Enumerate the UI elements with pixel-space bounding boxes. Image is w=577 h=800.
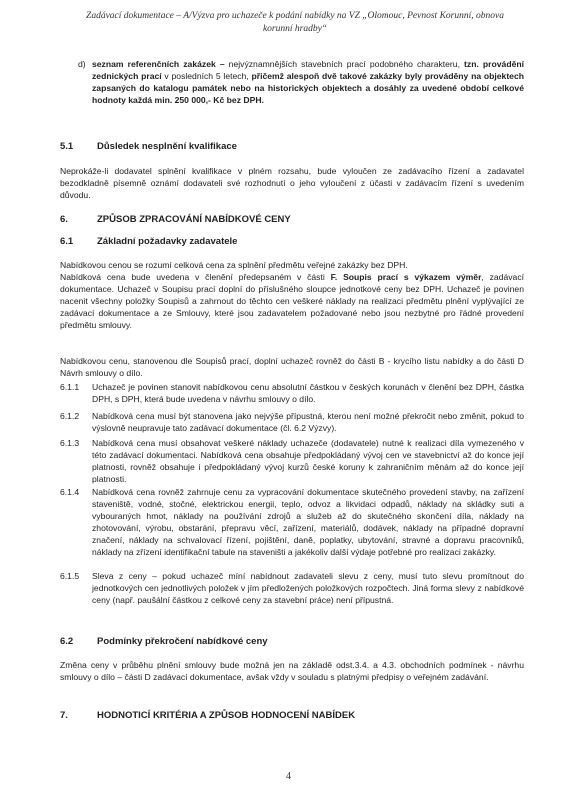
heading-number: 5.1 <box>60 141 74 152</box>
heading-title: HODNOTICÍ KRITÉRIA A ZPŮSOB HODNOCENÍ NABÍDEK <box>97 710 356 721</box>
list-marker: d) <box>78 59 86 69</box>
heading-number: 6.1 <box>60 236 74 247</box>
heading-title: Podmínky překročení nabídkové ceny <box>97 636 268 647</box>
heading-6 <box>60 214 291 226</box>
item-number: 6.1.3 <box>60 438 80 448</box>
item-d-bold-1: seznam referenčních zakázek – <box>92 59 225 69</box>
paragraph-6-1-1: Nabídkovou cenou se rozumí celková cena za splnění předmětu veřejné zakázky bez DPH. <box>60 260 408 270</box>
page-header: Zadávací dokumentace – A/Výzva pro uchazeče k podání nabídky na VZ „Olomouc, Pevnost Korunní, obnova korunní hradby“ <box>86 11 504 34</box>
page-number: 4 <box>286 771 291 782</box>
heading-title: ZPŮSOB ZPRACOVÁNÍ NABÍDKOVÉ CENY <box>97 214 291 225</box>
heading-title: Základní požadavky zadavatele <box>97 236 238 247</box>
item-number: 6.1.2 <box>60 411 80 421</box>
item-d-text-2: v posledních 5 letech, <box>161 71 252 81</box>
p2-text-a: Nabídková cena bude uvedena v členění předepsaném v části <box>60 272 331 282</box>
paragraph-6-1-2 <box>60 271 524 331</box>
paragraph-6-1-3: Nabídkovou cenu, stanovenou dle Soupisů prací, doplní uchazeč rovněž do části B - krycího listu nabídky a do části D Návrh smlouvy o dílo. <box>60 356 524 378</box>
heading-5-1 <box>60 141 237 153</box>
heading-number: 6. <box>60 214 68 225</box>
heading-number: 7. <box>60 710 68 721</box>
item-number: 6.1.5 <box>60 571 80 581</box>
item-text: Nabídková cena musí být stanovena jako nejvýše přípustná, kterou není možné překročit nebo změnit, pokud to výslovně neupravuje tato zadávací dokumentace (čl. 6.2 Výzvy). <box>92 411 524 433</box>
p2-bold: F. Soupis prací s výkazem výměr <box>330 272 482 282</box>
item-text: Sleva z ceny – pokud uchazeč míní nabídnout zadavateli slevu z ceny, musí tuto slevu promítnout do jednotkových cen jednotlivých položek v jím předložených položkových rozpočtech. Jiná forma slevy z nabídkové ceny (např. paušální částkou z celkové ceny za stavební práce) není přípustná. <box>92 571 524 605</box>
p2-text-c: , zadávací dokumentace. Uchazeč v Soupisu prací doplní do příslušného sloupce jednotkové ceny bez DPH. Uchazeč je povinen nacenit všechny položky Soupisů a zahrnout do těchto cen veškeré náklady na realizaci předmětu plnění vyplývající ze zadávací dokumentace a ze Smlouvy, které jsou zadavatelem požadované nebo jsou nezbytné pro řádné provedení předmětu smlouvy. <box>60 272 525 330</box>
heading-6-1 <box>60 236 237 248</box>
item-text: Nabídková cena musí obsahovat veškeré náklady uchazeče (dodavatele) nutné k realizaci díla vymezeného v této zadávací dokumentaci. Nabídková cena obsahuje předpokládaný vývoj cen ve stavebnictví až do konce její platnosti, rovněž obsahuje i předpokládaný vývoj kurzů české koruny k zahraničním měnám až do konce její platnosti. <box>92 438 524 484</box>
item-text: Nabídková cena rovněž zahrnuje cenu za vypracování dokumentace skutečného provedení stavby, na zařízení staveniště, vodné, stočné, elektrickou energii, teplo, odvoz a likvidaci odpadů, náklady na skládky suti a vybouraných hmot, náklady na používání zdrojů a služeb až do skutečného skončení díla, náklady na zhotovování, výrobu, obstarání, přepravu věcí, zařízení, materiálů, dodávek, náklady na případné dopravní značení, náklady na schvalovací řízení, pojištění, daně, poplatky, ubytování, stravné a dopravu pracovníků, náklady na zřízení identifikační tabule na staveništi a jakékoliv další výdaje potřebné pro realizaci zakázky. <box>92 487 524 557</box>
heading-6-2 <box>60 636 268 648</box>
item-d-text-1: nejvýznamnějších stavebních prací podobného charakteru, <box>224 59 465 69</box>
paragraph-6-2: Změna ceny v průběhu plnění smlouvy bude možná jen na základě odst.3.4. a 4.3. obchodních podmínek - návrhu smlouvy o dílo – části D zadávací dokumentace, avšak vždy v souladu s platnými předpisy o veřejném zadávání. <box>60 660 524 682</box>
item-number: 6.1.1 <box>60 382 80 392</box>
item-number: 6.1.4 <box>60 487 80 497</box>
item-d-bold-3: přičemž alespoň dvě takové zakázky byly prováděny na objektech zapsaných do katalogu památek nebo na historických objektech a dosáhly za uvedené období celkové hodnoty každá min. 250 000,- Kč bez DPH. <box>92 71 524 105</box>
paragraph-5-1: Neprokáže-li dodavatel splnění kvalifikace v plném rozsahu, bude vyloučen ze zadávacího řízení a zadavatel bezodkladně písemně oznámí dodavateli své rozhodnutí o jeho vyloučení z účasti v zadávacím řízení s uvedením důvodu. <box>60 166 524 200</box>
item-d-bold-2: tzn. provádění zednických prací <box>92 59 524 81</box>
heading-title: Důsledek nesplnění kvalifikace <box>97 141 237 152</box>
heading-7 <box>60 710 355 722</box>
item-text: Uchazeč je povinen stanovit nabídkovou cenu absolutní částkou v českých korunách v členění bez DPH, částka DPH, s DPH, která bude uvedena v návrhu smlouvy o dílo. <box>92 382 524 404</box>
heading-number: 6.2 <box>60 636 74 647</box>
